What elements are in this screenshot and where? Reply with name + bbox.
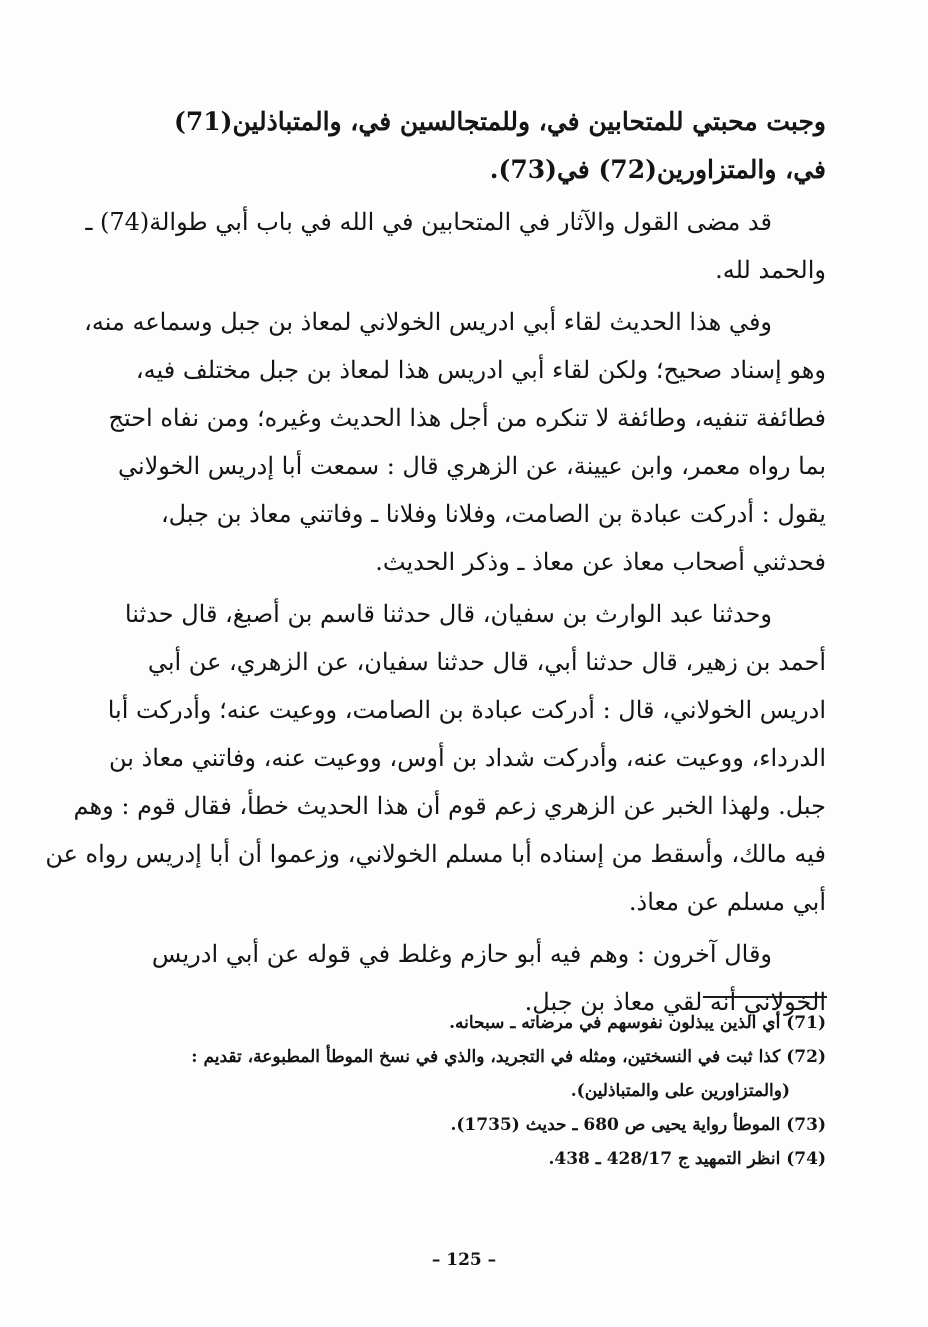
text-line: وحدثنا عبد الوارث بن سفيان، قال حدثنا قاسم بن أصبغ، قال حدثنا xyxy=(124,600,772,628)
footnote-continuation: (والمتزاورين على والمتباذلين). xyxy=(570,1081,790,1101)
footnote: (71) أي الذين يبذلون نفوسهم في مرضاته ـ سبحانه. xyxy=(449,1013,826,1033)
text-line: في، والمتزاورين(72) في(73). xyxy=(489,155,826,184)
text-line: أبي مسلم عن معاذ. xyxy=(628,888,826,916)
text-line: والحمد لله. xyxy=(715,256,826,284)
main-text xyxy=(45,98,826,1026)
text-line: وجبت محبتي للمتحابين في، وللمتجالسين في، والمتباذلين(71) xyxy=(174,107,826,136)
page-number: – 125 – xyxy=(431,1250,497,1270)
footnote: (73) الموطأ رواية يحيى ص 680 ـ حديث (1735). xyxy=(450,1115,826,1135)
text-line: وقال آخرون : وهم فيه أبو حازم وغلط في قوله عن أبي ادريس xyxy=(151,940,772,968)
footnote-divider xyxy=(703,996,827,998)
footnote: (74) انظر التمهيد ج 428/17 ـ 438. xyxy=(548,1149,826,1169)
text-line: وهو إسناد صحيح؛ ولكن لقاء أبي ادريس هذا لمعاذ بن جبل مختلف فيه، xyxy=(135,356,826,384)
text-line: فيه مالك، وأسقط من إسناده أبا مسلم الخولاني، وزعموا أن أبا إدريس رواه عن xyxy=(45,840,826,868)
text-line: أحمد بن زهير، قال حدثنا أبي، قال حدثنا سفيان، عن الزهري، عن أبي xyxy=(147,648,826,676)
text-line: وفي هذا الحديث لقاء أبي ادريس الخولاني لمعاذ بن جبل وسماعه منه، xyxy=(84,308,772,336)
text-line: الدرداء، ووعيت عنه، وأدركت شداد بن أوس، ووعيت عنه، وفاتني معاذ بن xyxy=(109,744,826,772)
text-line: فطائفة تنفيه، وطائفة لا تنكره من أجل هذا الحديث وغيره؛ ومن نفاه احتج xyxy=(108,404,826,432)
text-line: بما رواه معمر، وابن عيينة، عن الزهري قال : سمعت أبا إدريس الخولاني xyxy=(117,452,826,480)
text-line: ادريس الخولاني، قال : أدركت عبادة بن الصامت، ووعيت عنه؛ وأدركت أبا xyxy=(107,696,826,724)
text-line: قد مضى القول والآثار في المتحابين في الله في باب أبي طوالة(74) ـ xyxy=(85,208,772,236)
text-line: يقول : أدركت عبادة بن الصامت، وفلانا وفلانا ـ وفاتني معاذ بن جبل، xyxy=(160,500,826,528)
footnotes xyxy=(100,1006,826,1176)
text-line: فحدثني أصحاب معاذ عن معاذ ـ وذكر الحديث. xyxy=(375,548,826,576)
text-line: الخولاني أنه لقي معاذ بن جبل. xyxy=(524,988,826,1016)
text-line: جبل. ولهذا الخبر عن الزهري زعم قوم أن هذا الحديث خطأ، فقال قوم : وهم xyxy=(73,792,826,820)
footnote: (72) كذا ثبت في النسختين، ومثله في التجريد، والذي في نسخ الموطأ المطبوعة، تقديم : xyxy=(191,1047,826,1067)
